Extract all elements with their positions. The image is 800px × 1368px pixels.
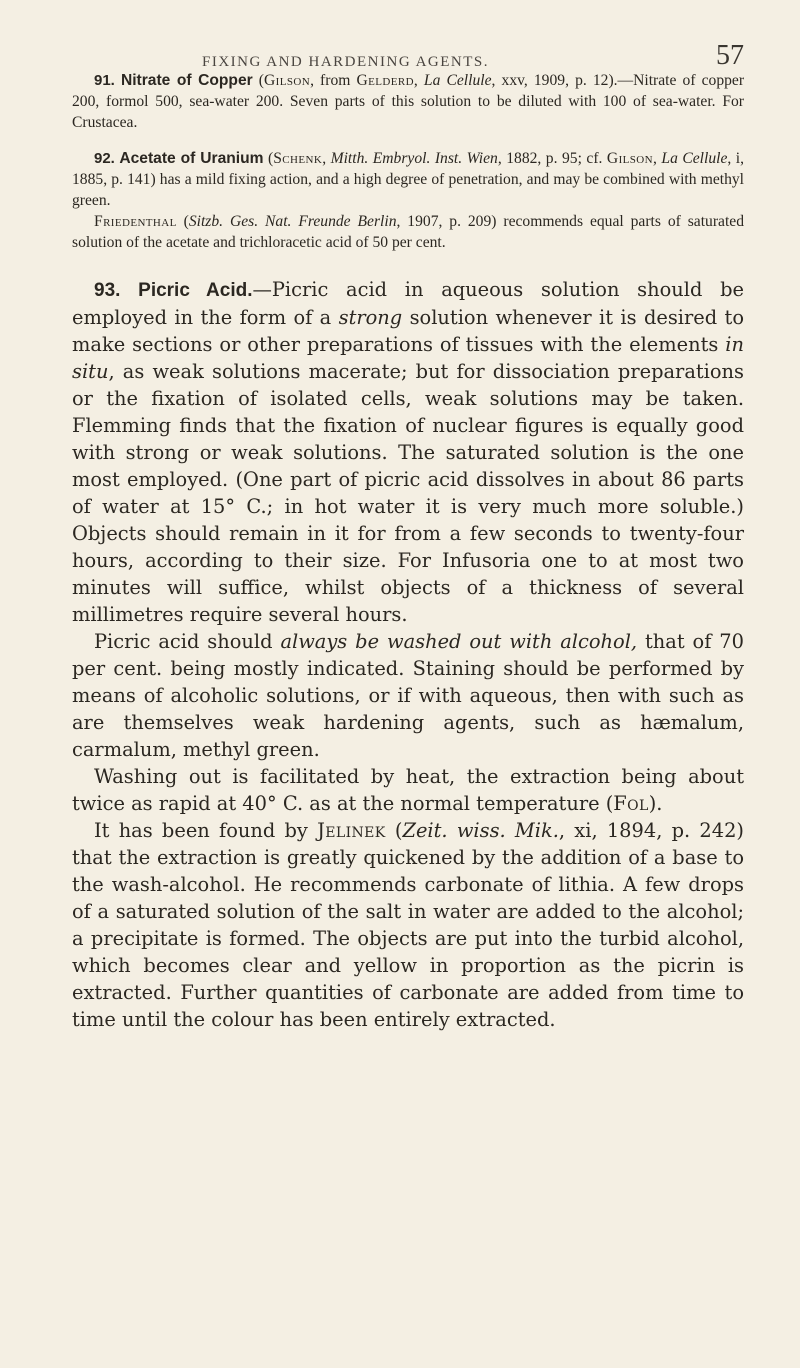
author-name: Fol [613, 791, 649, 815]
author-name: Friedenthal [94, 213, 177, 231]
journal-name: Zeit. wiss. Mik. [402, 818, 559, 842]
entry-title: Nitrate of Copper [120, 72, 253, 89]
journal-name: La Cellule [661, 149, 728, 167]
journal-name: Mitth. Embryol. Inst. Wien [330, 149, 498, 167]
author-name: Gilson [606, 149, 653, 167]
paragraph-jelinek: It has been found by Jelinek (Zeit. wiss. Mik., xi, 1894, p. 242) that the extraction is greatly quickened by the addition of a base to the wash-alcohol. He recommends carbonate of lithia. A few drops of a saturated solution of the salt in water are added to the alcohol; a precipitate is formed. The objects are put into the turbid alcohol, which becomes clear and yellow in proportion as the picrin is extracted. Further quantities of carbonate are added from time to time until the colour has been entirely extracted. [72, 818, 744, 1031]
emphasis: in situ [72, 332, 744, 383]
paragraph-heat: Washing out is facilitated by heat, the extraction being about twice as rapid at 40° C. as at the normal temperature (Fol). [72, 764, 744, 815]
author-name: Gelderd [356, 72, 414, 89]
page-header [72, 0, 744, 70]
page-number: 57 [716, 40, 744, 71]
entry-title: Picric Acid. [138, 279, 253, 301]
journal-name: Sitzb. Ges. Nat. Freunde Berlin [188, 213, 397, 231]
entry-93: 93. Picric Acid.—Picric acid in aqueous solution should be employed in the form of a strong solution whenever it is desired to make sections or other preparations of tissues with the elements in situ, as weak solutions macerate; but for dissociation preparations or the fixation of isolated cells, weak solutions may be taken. Flemming finds that the fixation of nuclear figures is equally good with strong or weak solutions. The saturated solution is the one most employed. (One part of picric acid dissolves in about 86 parts of water at 15° C.; in hot water it is very much more soluble.) Objects should remain in it for from a few seconds to twenty-four hours, according to their size. For Infusoria one to at most two minutes will suffice, whilst objects of a thickness of several millimetres require several hours. [72, 277, 744, 626]
entry-number: 93. [94, 279, 121, 301]
entry-92: 92. Acetate of Uranium (Schenk, Mitth. Embryol. Inst. Wien, 1882, p. 95; cf. Gilson, La Cellule, i, 1885, p. 141) has a mild fixing action, and a high degree of penetration, and may be combined with methyl green. [72, 149, 745, 210]
entry-number: 92. [94, 149, 115, 167]
entry-title: Acetate of Uranium [119, 149, 264, 167]
entry-93-section [72, 276, 744, 1033]
entry-92-note: Friedenthal (Sitzb. Ges. Nat. Freunde Berlin, 1907, p. 209) recommends equal parts of saturated solution of the acetate and trichloracetic acid of 50 per cent. [72, 213, 745, 252]
paragraph-washing-alcohol: Picric acid should always be washed out with alcohol, that of 70 per cent. being mostly indicated. Staining should be performed by means of alcoholic solutions, or if with aqueous, then with such as are themselves weak hardening agents, such as hæmalum, carmalum, methyl green. [72, 629, 744, 761]
emphasis: always be washed out with alcohol, [280, 629, 638, 653]
journal-name: La Cellule [423, 72, 492, 89]
author-name: Schenk [273, 149, 323, 167]
emphasis: strong [338, 305, 403, 329]
author-name: Jelinek [317, 818, 386, 842]
entry-91: 91. Nitrate of Copper (Gilson, from Gelderd, La Cellule, xxv, 1909, p. 12).—Nitrate of copper 200, formol 500, sea-water 200. Seven parts of this solution to be diluted with 100 of sea-water. For Crustacea. [72, 72, 745, 132]
entry-number: 91. [94, 72, 115, 89]
author-name: Gilson [264, 72, 311, 89]
running-head: FIXING AND HARDENING AGENTS. [202, 54, 489, 70]
